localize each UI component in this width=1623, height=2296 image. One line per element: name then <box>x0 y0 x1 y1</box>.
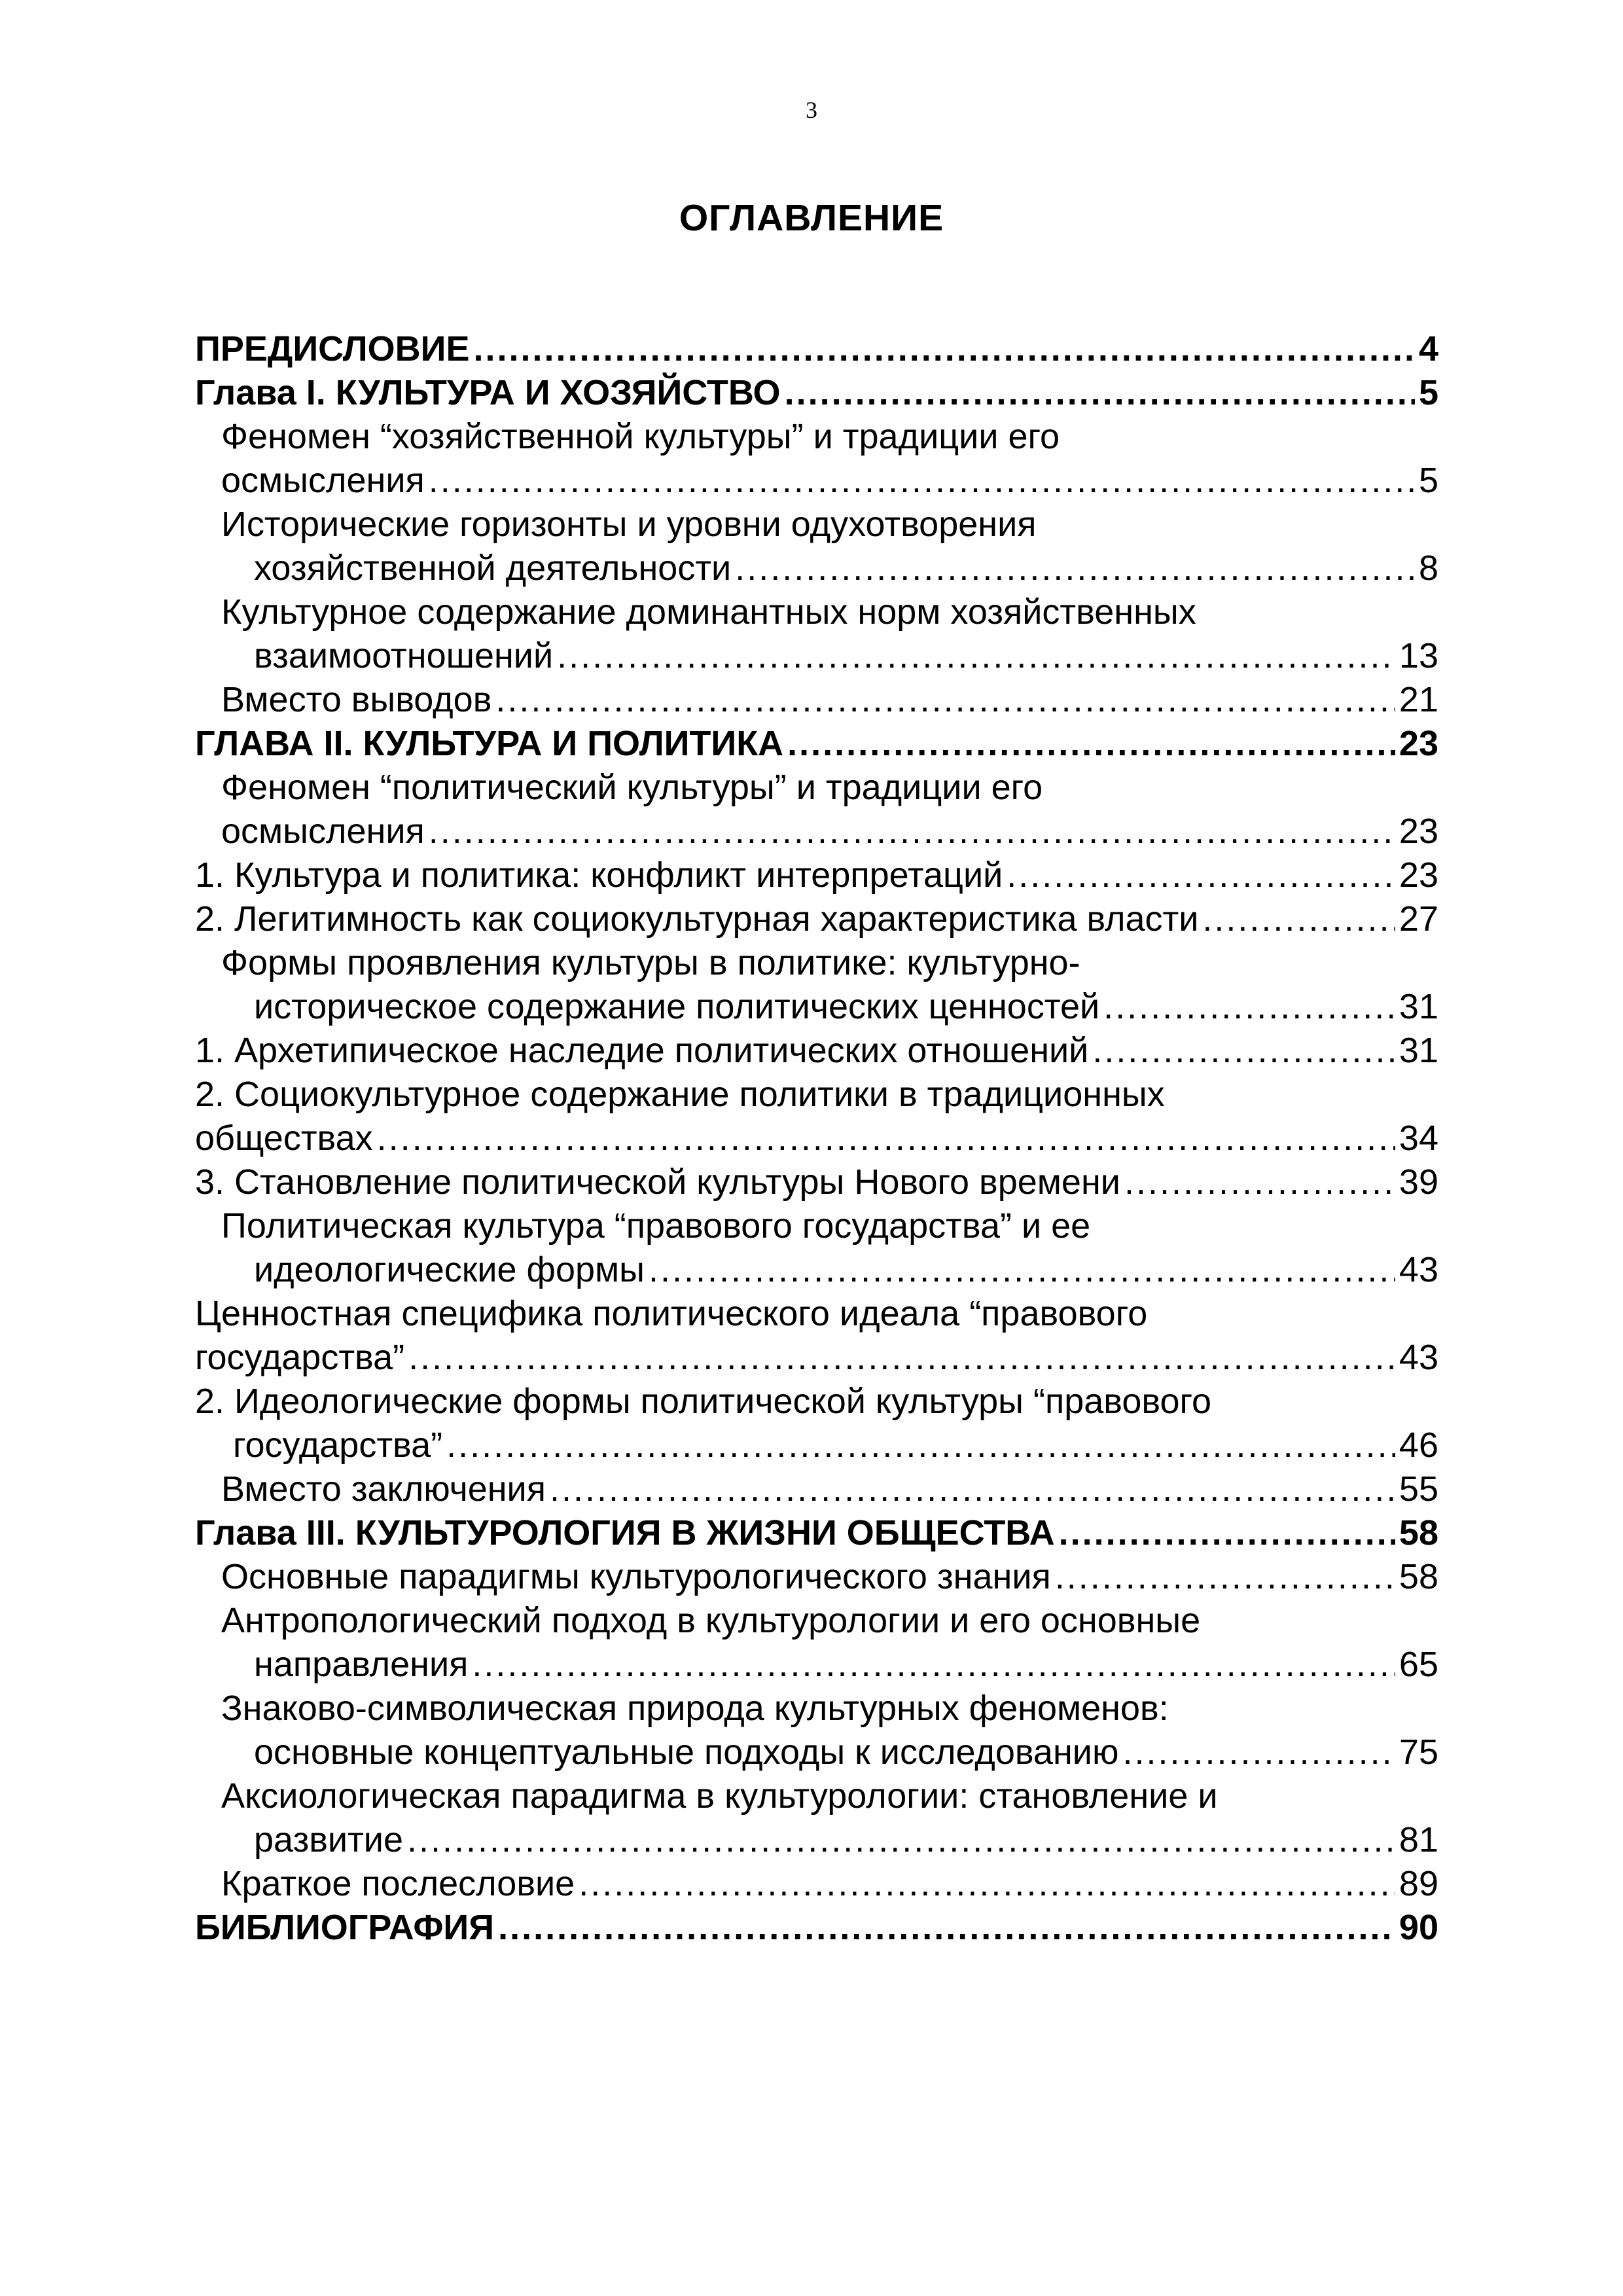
dot-leader <box>1103 985 1395 1029</box>
dot-leader <box>429 459 1415 503</box>
toc-entry[interactable] <box>195 1906 1438 1950</box>
toc-entry-title: идеологические формы <box>254 1250 645 1289</box>
toc-entry-title-line: Формы проявления культуры в политике: культурно- <box>221 943 1080 982</box>
toc-entry-title: историческое содержание политических ценностей <box>254 987 1100 1026</box>
dot-leader <box>785 371 1415 415</box>
toc-entry-page: 31 <box>1399 987 1438 1026</box>
toc-entry[interactable] <box>195 1862 1438 1906</box>
dot-leader <box>1122 1731 1395 1774</box>
toc-entry-page: 4 <box>1418 329 1438 368</box>
toc-entry-page: 65 <box>1399 1645 1438 1684</box>
toc-entry-title: осмысления <box>221 461 425 500</box>
dot-leader <box>557 634 1395 678</box>
dot-leader <box>472 1643 1395 1687</box>
toc-entry-title-line: Феномен “политический культуры” и традиции его <box>221 768 1043 807</box>
dot-leader <box>550 1467 1395 1511</box>
toc-entry-title-line: 2. Социокультурное содержание политики в традиционных <box>195 1075 1165 1114</box>
toc-entry-page: 8 <box>1418 548 1438 588</box>
toc-entry-title: хозяйственной деятельности <box>254 548 732 588</box>
dot-leader <box>1055 1555 1395 1599</box>
toc-entry[interactable] <box>195 590 1438 678</box>
toc-entry[interactable] <box>195 503 1438 590</box>
toc-entry-title-line: Феномен “хозяйственной культуры” и традиции его <box>221 417 1060 456</box>
dot-leader <box>495 678 1395 722</box>
toc-entry-title: обществах <box>195 1119 373 1158</box>
toc-entry-title: Глава III. КУЛЬТУРОЛОГИЯ В ЖИЗНИ ОБЩЕСТВА <box>195 1513 1055 1552</box>
toc-entry-title: Основные парадигмы культурологического знания <box>221 1557 1051 1596</box>
toc-entry[interactable] <box>195 1029 1438 1073</box>
toc-entry-page: 23 <box>1399 812 1438 851</box>
toc-entry-title-line: Культурное содержание доминантных норм хозяйственных <box>221 592 1196 632</box>
toc-entry-title: 1. Культура и политика: конфликт интерпретаций <box>195 855 1003 895</box>
toc-entry-title: Краткое послесловие <box>221 1864 575 1903</box>
toc-entry-page: 90 <box>1399 1908 1438 1947</box>
toc-entry[interactable] <box>195 1467 1438 1511</box>
dot-leader <box>735 547 1415 590</box>
toc-entry-title: осмысления <box>221 812 425 851</box>
toc-entry-title-line: Антропологический подход в культурологии и его основные <box>221 1601 1201 1640</box>
toc-entry-title: взаимоотношений <box>254 636 554 675</box>
toc-entry-title: ПРЕДИСЛОВИЕ <box>195 329 470 368</box>
toc-entry-page: 75 <box>1399 1732 1438 1772</box>
dot-leader <box>408 1336 1395 1380</box>
toc-entry-page: 46 <box>1399 1426 1438 1465</box>
dot-leader <box>1059 1511 1395 1555</box>
toc-entry-page: 58 <box>1399 1557 1438 1596</box>
toc-entry-title: 3. Становление политической культуры Нового времени <box>195 1162 1120 1202</box>
dot-leader <box>446 1424 1395 1467</box>
toc-entry-title: 1. Архетипическое наследие политических отношений <box>195 1031 1089 1070</box>
dot-leader <box>649 1248 1395 1292</box>
toc-entry[interactable] <box>195 1204 1438 1292</box>
toc-entry-page: 34 <box>1399 1119 1438 1158</box>
toc-entry-page: 5 <box>1418 373 1438 412</box>
toc-entry-page: 81 <box>1399 1820 1438 1859</box>
toc-entry[interactable] <box>195 1292 1438 1380</box>
toc-entry[interactable] <box>195 1380 1438 1467</box>
toc-title: ОГЛАВЛЕНИЕ <box>679 197 944 239</box>
dot-leader <box>377 1117 1395 1160</box>
toc-entry[interactable] <box>195 1073 1438 1160</box>
toc-entry-title: развитие <box>254 1820 403 1859</box>
toc-entry-title: государства” <box>233 1426 443 1465</box>
toc-entry[interactable] <box>195 678 1438 722</box>
dot-leader <box>1007 853 1395 897</box>
toc-entry[interactable] <box>195 853 1438 897</box>
toc-entry[interactable] <box>195 415 1438 503</box>
toc-entry[interactable] <box>195 371 1438 415</box>
toc-entry[interactable] <box>195 1555 1438 1599</box>
dot-leader <box>1202 897 1395 941</box>
toc-entry-page: 23 <box>1399 855 1438 895</box>
toc-entry-title: БИБЛИОГРАФИЯ <box>195 1908 495 1947</box>
toc-entry-title: Вместо заключения <box>221 1469 546 1509</box>
dot-leader <box>474 327 1415 371</box>
toc-entry-page: 23 <box>1399 724 1438 763</box>
toc-entry-page: 43 <box>1399 1338 1438 1377</box>
table-of-contents <box>195 327 1438 1950</box>
toc-entry[interactable] <box>195 327 1438 371</box>
toc-entry-title: основные концептуальные подходы к исследованию <box>254 1732 1119 1772</box>
toc-entry[interactable] <box>195 722 1438 766</box>
toc-entry[interactable] <box>195 941 1438 1029</box>
toc-entry-page: 27 <box>1399 899 1438 939</box>
toc-entry[interactable] <box>195 1511 1438 1555</box>
toc-entry[interactable] <box>195 1687 1438 1774</box>
toc-entry-title-line: Ценностная специфика политического идеала “правового <box>195 1294 1148 1333</box>
toc-entry-title-line: Политическая культура “правового государства” и ее <box>221 1206 1091 1246</box>
toc-entry[interactable] <box>195 1160 1438 1204</box>
toc-entry-page: 43 <box>1399 1250 1438 1289</box>
page-number: 3 <box>806 97 817 123</box>
toc-entry-page: 5 <box>1418 461 1438 500</box>
toc-entry-page: 89 <box>1399 1864 1438 1903</box>
toc-entry-title-line: Исторические горизонты и уровни одухотворения <box>221 505 1037 544</box>
toc-entry-title: направления <box>254 1645 469 1684</box>
toc-entry[interactable] <box>195 1774 1438 1862</box>
toc-entry-page: 21 <box>1399 680 1438 719</box>
dot-leader <box>1124 1160 1395 1204</box>
toc-entry-page: 31 <box>1399 1031 1438 1070</box>
toc-entry-page: 55 <box>1399 1469 1438 1509</box>
toc-entry-page: 58 <box>1399 1513 1438 1552</box>
toc-entry[interactable] <box>195 897 1438 941</box>
toc-entry-title: Глава I. КУЛЬТУРА И ХОЗЯЙСТВО <box>195 373 781 412</box>
dot-leader <box>429 810 1395 853</box>
toc-entry-page: 13 <box>1399 636 1438 675</box>
dot-leader <box>1092 1029 1395 1073</box>
toc-entry[interactable] <box>195 1599 1438 1687</box>
dot-leader <box>787 722 1395 766</box>
toc-entry-title-line: Аксиологическая парадигма в культурологии: становление и <box>221 1776 1218 1816</box>
dot-leader <box>498 1906 1395 1950</box>
dot-leader <box>579 1862 1395 1906</box>
toc-entry-title: 2. Легитимность как социокультурная характеристика власти <box>195 899 1199 939</box>
toc-entry-title-line: Знаково-символическая природа культурных феноменов: <box>221 1689 1169 1728</box>
toc-entry-title-line: 2. Идеологические формы политической культуры “правового <box>195 1382 1212 1421</box>
dot-leader <box>407 1818 1395 1862</box>
toc-entry-page: 39 <box>1399 1162 1438 1202</box>
toc-entry-title: ГЛАВА II. КУЛЬТУРА И ПОЛИТИКА <box>195 724 784 763</box>
toc-entry-title: Вместо выводов <box>221 680 492 719</box>
toc-entry-title: государства” <box>195 1338 405 1377</box>
toc-entry[interactable] <box>195 766 1438 853</box>
